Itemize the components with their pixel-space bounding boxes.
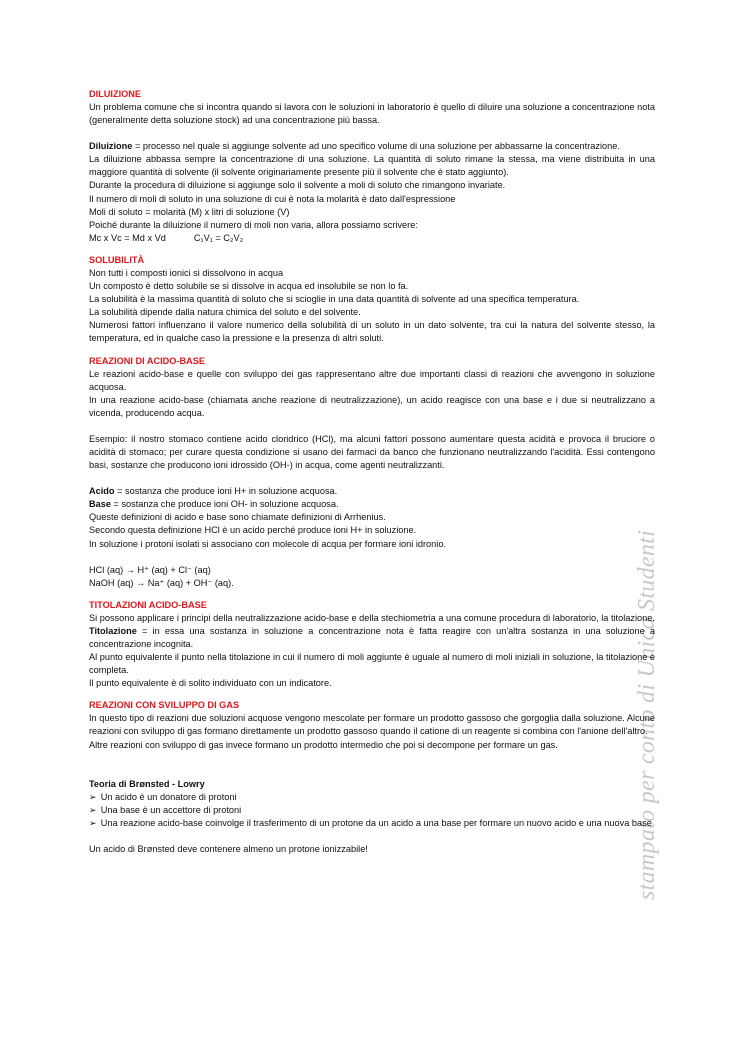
section-acido-base [89, 355, 655, 590]
paragraph: Non tutti i composti ionici si dissolvono in acqua [89, 267, 284, 278]
paragraph: Un composto è detto solubile se si dissolve in acqua ed insolubile se non lo fa. [89, 281, 409, 292]
paragraph: Altre reazioni con sviluppo di gas invece formano un prodotto intermedio che poi si decompone per formare un gas. [89, 739, 558, 750]
definition-text: = in essa una sostanza in soluzione a concentrazione nota è fatta reagire con un'altra sostanza in una soluzione a concentrazione incognita. [89, 625, 655, 649]
definition-base [89, 498, 655, 511]
paragraph: Queste definizioni di acido e base sono chiamate definizioni di Arrhenius. [89, 512, 386, 523]
equation-hcl: HCl (aq) → H⁺ (aq) + Cl⁻ (aq) [89, 564, 211, 575]
paragraph: Il numero di moli di soluto in una soluzione di cui è nota la molarità è dato dall'espressione [89, 193, 456, 204]
section-title [89, 778, 655, 791]
bullet-item: ➢ Una base è un accettore di protoni [89, 804, 655, 817]
section-title: REAZIONI CON SVILUPPO DI GAS [89, 700, 240, 711]
paragraph: In questo tipo di reazioni due soluzioni acquose vengono mescolate per formare un prodotto gassoso che gorgoglia dalla soluzione. Alcune reazioni con sviluppo di gas formano direttamente un prodotto gassoso quando il catione di un reagente si combina con l'anione dell'altro. [89, 713, 655, 737]
watermark-text: stampato per conto di Unica Studenti [634, 529, 660, 900]
bronsted-title: Teoria di Brønsted - Lowry [89, 778, 205, 789]
paragraph: Il punto equivalente è di solito individuato con un indicatore. [89, 678, 332, 689]
formula-c1v1: C₁V₁ = C₂V₂ [193, 232, 244, 243]
definition-text: = sostanza che produce ioni H+ in soluzione acquosa. [114, 486, 338, 497]
equation-naoh: NaOH (aq) → Na⁺ (aq) + OH⁻ (aq). [89, 577, 234, 588]
section-title: DILUIZIONE [89, 89, 142, 99]
definition-term: Titolazione [89, 625, 137, 636]
definition-text: = processo nel quale si aggiunge solvente ad uno specifico volume di una soluzione per abbassarne la concentrazione. [132, 141, 620, 152]
definition-term: Diluizione [89, 141, 133, 152]
paragraph: Si possono applicare i principi della neutralizzazione acido-base e della stechiometria a una comune procedura di laboratorio, la titolazione. [89, 612, 655, 623]
section-title: SOLUBILITÀ [89, 254, 145, 265]
section-title: TITOLAZIONI ACIDO-BASE [89, 599, 207, 610]
paragraph: Durante la procedura di diluizione si aggiunge solo il solvente a moli di soluto che rimangono invariate. [89, 180, 506, 191]
paragraph: Poiché durante la diluizione il numero di moli non varia, allora possiamo scrivere: [89, 219, 418, 230]
definition-text: = sostanza che produce ioni OH- in soluzione acquosa. [110, 499, 339, 510]
bullet-item: ➢ Una reazione acido-base coinvolge il trasferimento di un protone da un acido a una base per formare un nuovo acido e una nuova base [89, 817, 655, 830]
paragraph: Esempio: il nostro stomaco contiene acido cloridrico (HCl), ma alcuni fattori possono aumentare questa acidità e provoca il bruciore o acidità di stomaco; per curare questa condizione si usano dei farmaci da banco che funzionano neutralizzando l'acidità. Essi contengono basi, sostanze che producono ioni idrossido (OH-) in acqua, come agenti neutralizzanti. [89, 433, 655, 471]
paragraph: In soluzione i protoni isolati si associano con molecole di acqua per formare ioni idronio. [89, 538, 446, 549]
section-title: REAZIONI DI ACIDO-BASE [89, 355, 206, 366]
document-page [89, 88, 655, 856]
definition-titolazione [89, 625, 655, 651]
paragraph: Un acido di Brønsted deve contenere almeno un protone ionizzabile! [89, 844, 368, 855]
paragraph: La solubilità è la massima quantità di soluto che si scioglie in una data quantità di solvente ad una specifica temperatura. [89, 294, 580, 305]
definition-diluizione [89, 140, 655, 153]
section-gas [89, 699, 655, 751]
formula-line [89, 232, 655, 245]
section-solubilita [89, 254, 655, 346]
definition-term: Acido [89, 486, 115, 497]
paragraph: La diluizione abbassa sempre la concentrazione di una soluzione. La quantità di soluto rimane la stessa, ma viene distribuita in una maggiore quantità di solvente (il solvente originariamente presente più il solvente che è stato aggiunto). [89, 154, 655, 178]
section-diluizione [89, 88, 655, 245]
formula-dilution: Mc x Vc = Md x Vd [89, 232, 166, 243]
paragraph: La solubilità dipende dalla natura chimica del soluto e del solvente. [89, 307, 361, 318]
section-titolazioni [89, 599, 655, 691]
paragraph: Le reazioni acido-base e quelle con sviluppo dei gas rappresentano altre due importanti classi di reazioni che avvengono in soluzione acquosa. [89, 368, 655, 392]
paragraph: Numerosi fattori influenzano il valore numerico della solubilità di un soluto in un dato solvente, tra cui la natura del solvente stesso, la temperatura, ed in qualche caso la pressione e la presenza di altri soluti. [89, 320, 655, 344]
definition-term: Base [89, 499, 111, 510]
paragraph: Al punto equivalente il punto nella titolazione in cui il numero di moli aggiunte è uguale al numero di moli iniziali in soluzione, la titolazione è completa. [89, 652, 655, 676]
section-bronsted [89, 778, 655, 856]
paragraph: Un problema comune che si incontra quando si lavora con le soluzioni in laboratorio è quello di diluire una soluzione a concentrazione nota (generalmente detta soluzione stock) ad una concentrazione più bassa. [89, 102, 655, 126]
paragraph: In una reazione acido-base (chiamata anche reazione di neutralizzazione), un acido reagisce con una base e i due si neutralizzano a vicenda, producendo acqua. [89, 394, 655, 418]
bullet-item: ➢ Un acido è un donatore di protoni [89, 791, 655, 804]
paragraph: Moli di soluto = molarità (M) x litri di soluzione (V) [89, 206, 290, 217]
definition-acido [89, 485, 655, 498]
paragraph: Secondo questa definizione HCl è un acido perché produce ioni H+ in soluzione. [89, 525, 417, 536]
